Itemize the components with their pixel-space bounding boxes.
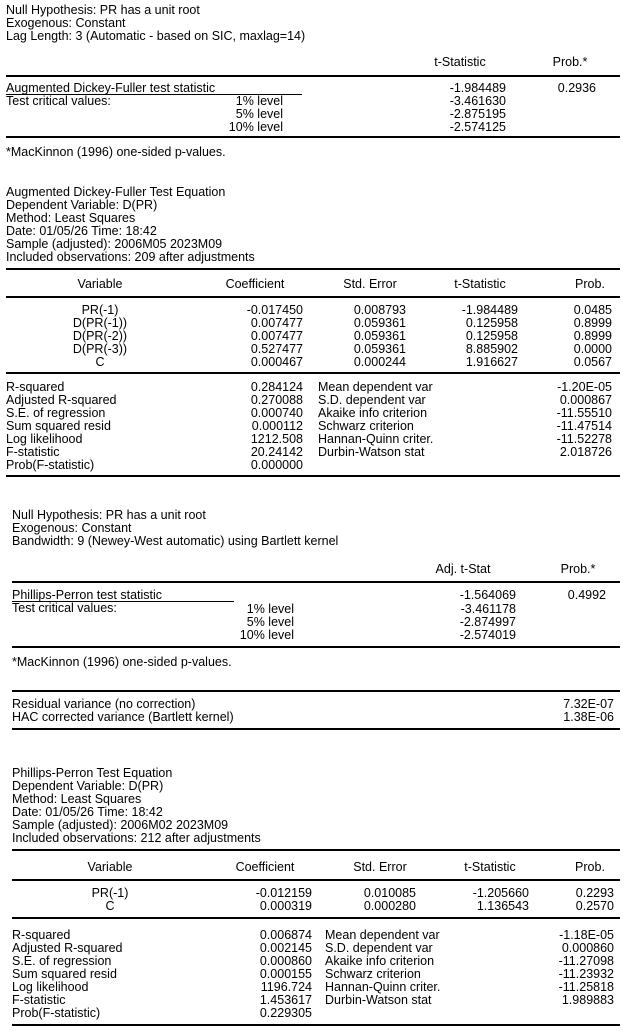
stat-label: S.D. dependent var — [318, 393, 426, 407]
stat-value: 0.000000 — [250, 458, 303, 472]
stat-label: R-squared — [6, 380, 65, 394]
adf-eq-header-line: Date: 01/05/26 Time: 18:42 — [6, 224, 157, 238]
col-header-t-statistic: t-Statistic — [464, 860, 516, 874]
variable-cell: D(PR(-3)) — [72, 342, 128, 356]
pp-eq-header-line: Included observations: 212 after adjustments — [12, 831, 261, 845]
col-header-coefficient: Coefficient — [235, 860, 295, 874]
stat-label: Durbin-Watson stat — [318, 445, 425, 459]
variable-cell: D(PR(-1)) — [72, 316, 128, 330]
prob-cell: 0.0567 — [573, 355, 612, 369]
stat-value: 0.000867 — [559, 393, 612, 407]
col-header-prob: Prob. — [575, 860, 605, 874]
col-header-std-error: Std. Error — [353, 860, 407, 874]
adf-test-value: -1.984489 — [449, 81, 506, 95]
adf-crit-level: 10% level — [228, 120, 283, 134]
pp-footnote: *MacKinnon (1996) one-sided p-values. — [12, 655, 232, 669]
col-header-variable: Variable — [87, 860, 133, 874]
stat-label: S.E. of regression — [12, 954, 112, 968]
variable-cell: D(PR(-2)) — [72, 329, 128, 343]
table-rule — [6, 268, 620, 270]
pp-eq-header-line: Dependent Variable: D(PR) — [12, 779, 164, 793]
t-statistic-cell: 8.885902 — [465, 342, 518, 356]
pp-test-label: Phillips-Perron test statistic — [12, 588, 163, 602]
stat-label: Akaike info criterion — [318, 406, 428, 420]
std-error-cell: 0.059361 — [353, 342, 406, 356]
stat-label: Mean dependent var — [318, 380, 433, 394]
stat-label: Prob(F-statistic) — [12, 1006, 101, 1020]
stat-label: Adjusted R-squared — [12, 941, 123, 955]
adf-header-line: Exogenous: Constant — [6, 16, 126, 30]
table-rule — [12, 581, 620, 583]
stat-label: F-statistic — [6, 445, 60, 459]
pp-crit-value: -2.874997 — [459, 615, 516, 629]
pp-crit-value: -2.574019 — [459, 628, 516, 642]
variance-value: 1.38E-06 — [563, 710, 614, 724]
variable-cell: C — [105, 899, 115, 913]
pp-eq-header-line: Method: Least Squares — [12, 792, 142, 806]
pp-col-tstat: Adj. t-Stat — [435, 562, 491, 576]
stat-value: -11.27098 — [558, 954, 614, 968]
stat-value: 1.989883 — [561, 993, 614, 1007]
prob-cell: 0.2293 — [575, 886, 614, 900]
stat-label: Akaike info criterion — [325, 954, 435, 968]
stat-label: Sum squared resid — [6, 419, 111, 433]
std-error-cell: 0.000280 — [363, 899, 416, 913]
adf-header-line: Lag Length: 3 (Automatic - based on SIC, maxlag=14) — [6, 29, 306, 43]
std-error-cell: 0.059361 — [353, 329, 406, 343]
table-rule — [12, 646, 620, 648]
coefficient-cell: 0.000319 — [259, 899, 312, 913]
pp-crit-level: 1% level — [246, 602, 294, 616]
stat-label: Prob(F-statistic) — [6, 458, 95, 472]
stat-value: 2.018726 — [559, 445, 612, 459]
prob-cell: 0.8999 — [573, 329, 612, 343]
stat-value: 0.000155 — [259, 967, 312, 981]
stat-value: -11.25818 — [558, 980, 614, 994]
stat-value: 0.000112 — [251, 419, 303, 433]
adf-crit-value: -2.574125 — [449, 120, 506, 134]
stat-label: F-statistic — [12, 993, 66, 1007]
stat-value: 0.002145 — [259, 941, 312, 955]
adf-header-line: Null Hypothesis: PR has a unit root — [6, 3, 200, 17]
adf-test-prob: 0.2936 — [557, 81, 596, 95]
variance-value: 7.32E-07 — [563, 697, 614, 711]
col-header-t-statistic: t-Statistic — [454, 277, 506, 291]
table-rule — [6, 372, 620, 374]
pp-header-line: Bandwidth: 9 (Newey-West automatic) using Bartlett kernel — [12, 534, 339, 548]
table-rule — [12, 917, 620, 919]
stat-label: S.D. dependent var — [325, 941, 433, 955]
stat-label: S.E. of regression — [6, 406, 106, 420]
std-error-cell: 0.059361 — [353, 316, 406, 330]
t-statistic-cell: 0.125958 — [465, 329, 518, 343]
stat-label: Hannan-Quinn criter. — [318, 432, 434, 446]
t-statistic-cell: -1.984489 — [461, 303, 518, 317]
t-statistic-cell: 1.916627 — [465, 355, 518, 369]
stat-label: Hannan-Quinn criter. — [325, 980, 441, 994]
variable-cell: PR(-1) — [91, 886, 129, 900]
coefficient-cell: 0.527477 — [250, 342, 303, 356]
stat-value: -11.47514 — [556, 419, 612, 433]
adf-eq-header-line: Sample (adjusted): 2006M05 2023M09 — [6, 237, 223, 251]
table-rule — [12, 728, 620, 730]
stat-value: 1212.508 — [250, 432, 303, 446]
adf-crit-value: -2.875195 — [449, 107, 506, 121]
stat-label: R-squared — [12, 928, 71, 942]
pp-eq-header-line: Sample (adjusted): 2006M02 2023M09 — [12, 818, 229, 832]
variable-cell: C — [95, 355, 105, 369]
adf-eq-header-line: Dependent Variable: D(PR) — [6, 198, 158, 212]
col-header-std-error: Std. Error — [343, 277, 397, 291]
adf-crit-value: -3.461630 — [449, 94, 506, 108]
coefficient-cell: 0.000467 — [250, 355, 303, 369]
coefficient-cell: -0.017450 — [246, 303, 303, 317]
stat-label: Sum squared resid — [12, 967, 117, 981]
stat-value: -11.55510 — [556, 406, 612, 420]
pp-crit-level: 5% level — [246, 615, 294, 629]
adf-eq-header-line: Method: Least Squares — [6, 211, 136, 225]
stat-value: -11.52278 — [556, 432, 612, 446]
col-header-prob: Prob. — [575, 277, 605, 291]
prob-cell: 0.2570 — [575, 899, 614, 913]
stat-value: -1.20E-05 — [557, 380, 612, 394]
stat-label: Adjusted R-squared — [6, 393, 117, 407]
table-rule — [12, 879, 620, 881]
table-rule — [12, 849, 620, 851]
pp-header-line: Exogenous: Constant — [12, 521, 132, 535]
table-rule — [6, 475, 620, 477]
col-header-coefficient: Coefficient — [225, 277, 285, 291]
table-rule — [12, 690, 620, 692]
pp-test-prob: 0.4992 — [567, 588, 606, 602]
stat-value: 0.229305 — [259, 1006, 312, 1020]
stat-value: 0.000860 — [561, 941, 614, 955]
pp-crit-level: 10% level — [239, 628, 294, 642]
stat-label: Mean dependent var — [325, 928, 440, 942]
stat-value: 0.270088 — [250, 393, 303, 407]
pp-header-line: Null Hypothesis: PR has a unit root — [12, 508, 206, 522]
std-error-cell: 0.000244 — [353, 355, 406, 369]
stat-value: 20.24142 — [250, 445, 303, 459]
coefficient-cell: 0.007477 — [250, 316, 303, 330]
pp-crit-label: Test critical values: — [12, 601, 117, 615]
stat-value: -1.18E-05 — [559, 928, 614, 942]
std-error-cell: 0.010085 — [363, 886, 416, 900]
adf-eq-header-line: Augmented Dickey-Fuller Test Equation — [6, 185, 226, 199]
adf-col-tstat: t-Statistic — [434, 55, 486, 69]
prob-cell: 0.0000 — [573, 342, 612, 356]
col-header-variable: Variable — [77, 277, 123, 291]
table-rule — [6, 296, 620, 298]
adf-crit-level: 1% level — [235, 94, 283, 108]
pp-crit-value: -3.461178 — [460, 602, 516, 616]
stat-label: Schwarz criterion — [318, 419, 414, 433]
pp-eq-header-line: Date: 01/05/26 Time: 18:42 — [12, 805, 163, 819]
stat-value: 1.453617 — [259, 993, 312, 1007]
stat-label: Log likelihood — [12, 980, 89, 994]
adf-footnote: *MacKinnon (1996) one-sided p-values. — [6, 145, 226, 159]
stat-label: Log likelihood — [6, 432, 83, 446]
adf-test-label: Augmented Dickey-Fuller test statistic — [6, 81, 216, 95]
t-statistic-cell: 1.136543 — [476, 899, 529, 913]
stat-value: 0.006874 — [259, 928, 312, 942]
prob-cell: 0.8999 — [573, 316, 612, 330]
adf-eq-header-line: Included observations: 209 after adjustments — [6, 250, 255, 264]
stat-value: 0.284124 — [250, 380, 303, 394]
adf-col-prob: Prob.* — [552, 55, 588, 69]
pp-col-prob: Prob.* — [560, 562, 596, 576]
adf-crit-label: Test critical values: — [6, 94, 111, 108]
std-error-cell: 0.008793 — [353, 303, 406, 317]
variance-label: Residual variance (no correction) — [12, 697, 196, 711]
coefficient-cell: -0.012159 — [255, 886, 312, 900]
stat-value: 0.000860 — [259, 954, 312, 968]
t-statistic-cell: -1.205660 — [472, 886, 529, 900]
table-rule — [6, 136, 620, 138]
table-rule — [6, 75, 620, 77]
variable-cell: PR(-1) — [81, 303, 119, 317]
stat-value: -11.23932 — [558, 967, 614, 981]
stat-label: Schwarz criterion — [325, 967, 421, 981]
stat-value: 0.000740 — [250, 406, 303, 420]
prob-cell: 0.0485 — [573, 303, 612, 317]
pp-eq-header-line: Phillips-Perron Test Equation — [12, 766, 173, 780]
pp-test-value: -1.564069 — [459, 588, 516, 602]
stat-value: 1196.724 — [260, 980, 312, 994]
stat-label: Durbin-Watson stat — [325, 993, 432, 1007]
adf-crit-level: 5% level — [235, 107, 283, 121]
variance-label: HAC corrected variance (Bartlett kernel) — [12, 710, 234, 724]
t-statistic-cell: 0.125958 — [465, 316, 518, 330]
table-rule — [12, 1024, 620, 1026]
coefficient-cell: 0.007477 — [250, 329, 303, 343]
